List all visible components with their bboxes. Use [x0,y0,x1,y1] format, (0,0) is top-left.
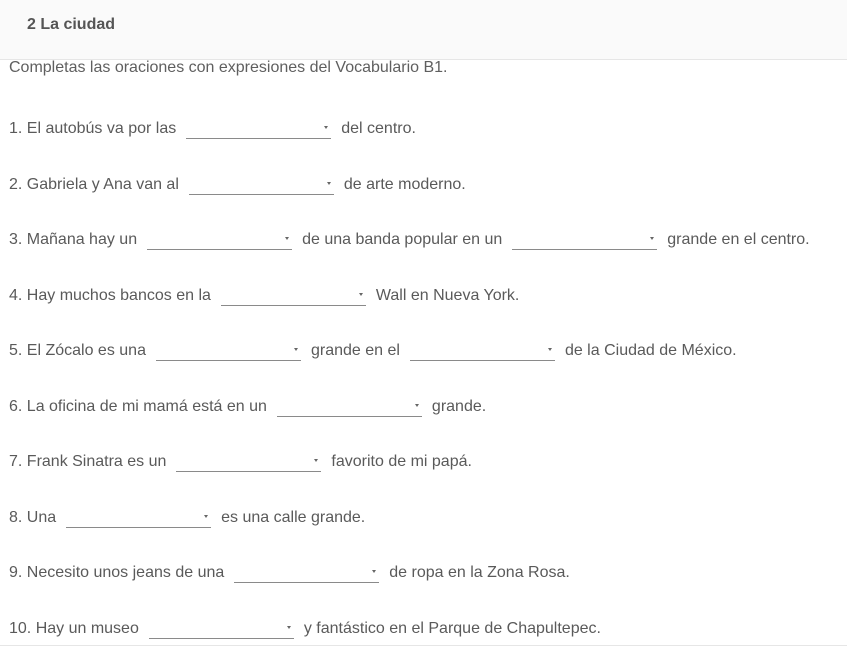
answer-dropdown-5a[interactable] [156,341,301,361]
dropdown-arrow-icon [327,182,331,185]
dropdown-arrow-icon [294,348,298,351]
answer-dropdown-4[interactable] [221,286,366,306]
answer-dropdown-6[interactable] [277,397,422,417]
question-text: Wall en Nueva York. [375,287,520,304]
question-text: favorito de mi papá. [331,453,472,470]
question-text: de la Ciudad de México. [564,342,737,359]
answer-dropdown-3b[interactable] [512,230,657,250]
question-4 [9,286,519,306]
question-text: del centro. [341,120,416,137]
dropdown-arrow-icon [650,237,654,240]
question-text: es una calle grande. [221,509,366,526]
answer-dropdown-2[interactable] [189,175,334,195]
answer-dropdown-3a[interactable] [147,230,292,250]
dropdown-arrow-icon [372,570,376,573]
question-text: 3. Mañana hay un [9,231,138,248]
question-text: 9. Necesito unos jeans de una [9,564,225,581]
answer-dropdown-9[interactable] [234,563,379,583]
dropdown-arrow-icon [548,348,552,351]
question-text: grande en el centro. [667,231,810,248]
dropdown-arrow-icon [285,237,289,240]
question-text: grande. [431,398,487,415]
question-text: de una banda popular en un [302,231,503,248]
question-text: 2. Gabriela y Ana van al [9,176,179,193]
section-title: 2 La ciudad [27,16,116,33]
question-2 [9,175,466,195]
dropdown-arrow-icon [359,293,363,296]
question-text: de arte moderno. [343,176,466,193]
dropdown-arrow-icon [204,515,208,518]
dropdown-arrow-icon [314,459,318,462]
question-9 [9,563,570,583]
question-text: 8. Una [9,509,57,526]
question-8 [9,508,365,528]
question-text: 5. El Zócalo es una [9,342,146,359]
question-3 [9,230,810,250]
answer-dropdown-8[interactable] [66,508,211,528]
dropdown-arrow-icon [287,626,291,629]
question-text: 1. El autobús va por las [9,120,177,137]
question-text: 7. Frank Sinatra es un [9,453,167,470]
question-text: grande en el [310,342,400,359]
answer-dropdown-5b[interactable] [410,341,555,361]
divider [0,645,847,646]
question-text: 4. Hay muchos bancos en la [9,287,211,304]
question-text: y fantástico en el Parque de Chapultepec. [303,620,601,637]
answer-dropdown-10[interactable] [149,619,294,639]
section-header [0,0,847,60]
question-10 [9,619,601,639]
instructions-text: Completas las oraciones con expresiones del Vocabulario B1. [9,59,448,76]
question-text: de ropa en la Zona Rosa. [389,564,570,581]
question-6 [9,397,486,417]
question-text: 6. La oficina de mi mamá está en un [9,398,267,415]
answer-dropdown-7[interactable] [176,452,321,472]
answer-dropdown-1[interactable] [186,119,331,139]
question-5 [9,341,737,361]
question-1 [9,119,416,139]
question-7 [9,452,472,472]
dropdown-arrow-icon [324,126,328,129]
question-text: 10. Hay un museo [9,620,139,637]
dropdown-arrow-icon [415,404,419,407]
